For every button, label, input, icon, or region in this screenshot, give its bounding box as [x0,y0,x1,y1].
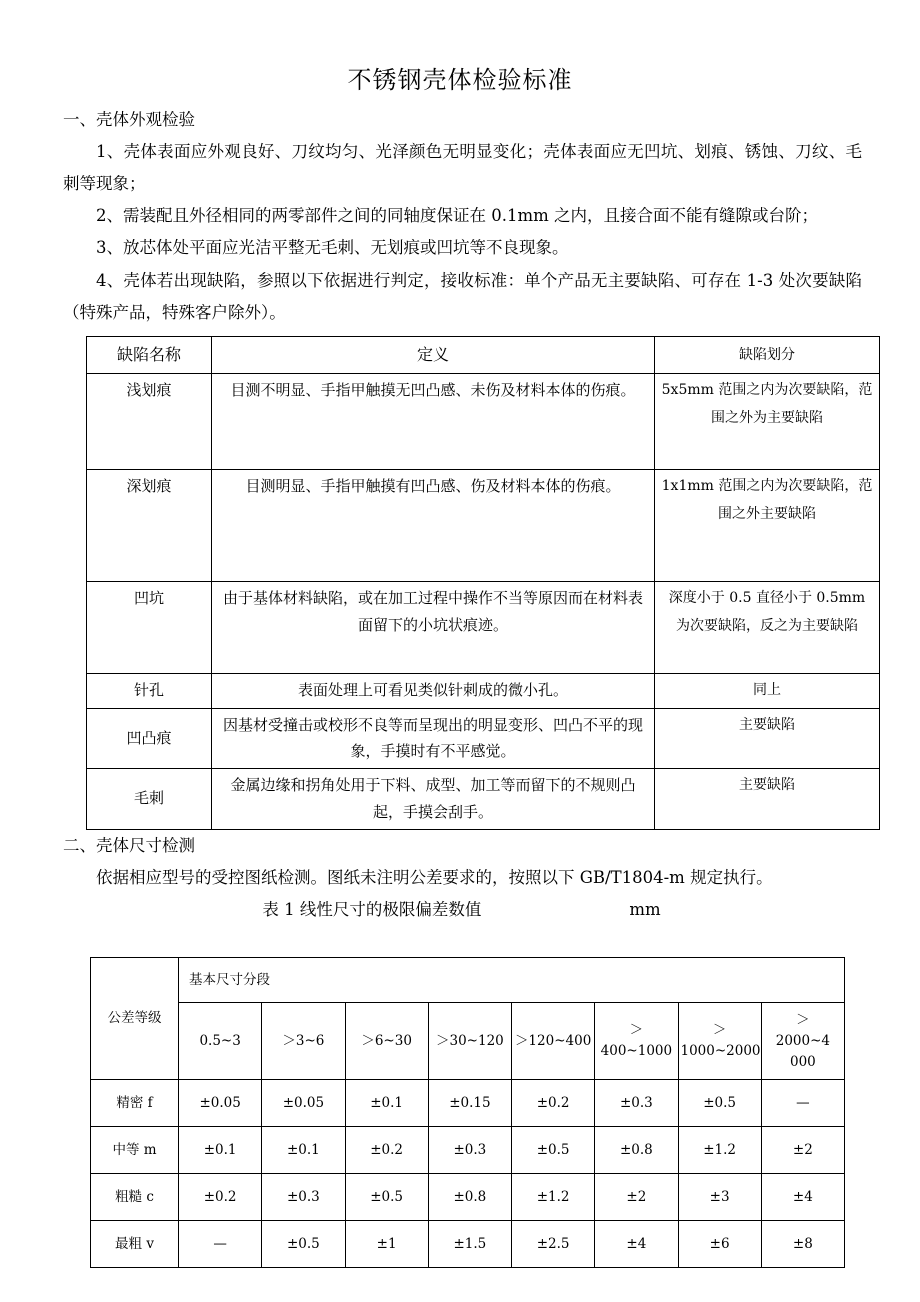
tolerance-grade-name: 粗糙 c [91,1174,179,1221]
table-row [91,1221,845,1268]
defect-table-header-row [87,337,880,374]
tolerance-value: ±1.2 [512,1174,595,1221]
tolerance-range-header: ＞3~6 [262,1003,345,1080]
defect-definition: 因基材受撞击或校形不良等而呈现出的明显变形、凹凸不平的现象，手摸时有不平感觉。 [212,708,655,768]
tolerance-value: ±0.2 [345,1127,428,1174]
tolerance-header-sub-row [91,1003,845,1080]
tolerance-value: ±3 [678,1174,761,1221]
tolerance-range-header: ＞120~400 [512,1003,595,1080]
tolerance-range-header: 0.5~3 [179,1003,262,1080]
tolerance-grade-name: 精密 f [91,1080,179,1127]
section-two-heading: 二、壳体尺寸检测 [63,835,195,855]
tolerance-range-header: ＞400~1000 [595,1003,678,1080]
defect-grade: 1x1mm 范围之内为次要缺陷，范围之外主要缺陷 [655,470,880,582]
tolerance-value: ±0.5 [512,1127,595,1174]
tolerance-value: ±0.5 [345,1174,428,1221]
tolerance-value: ±2 [595,1174,678,1221]
tolerance-value: ±0.3 [428,1127,511,1174]
tolerance-table [90,957,845,1268]
table-row [91,1174,845,1221]
tolerance-value: ±4 [595,1221,678,1268]
defect-table-header-definition: 定义 [212,337,655,374]
section-one-heading: 一、壳体外观检验 [63,109,195,129]
tolerance-range-header: ＞1000~2000 [678,1003,761,1080]
section-one-item-1: 1、壳体表面应外观良好、刀纹均匀、光泽颜色无明显变化；壳体表面应无凹坑、划痕、锈蚀、刀纹、毛刺等现象； [63,141,862,194]
defect-name: 凹凸痕 [87,708,212,768]
table-row [87,708,880,768]
table-row [91,1127,845,1174]
tolerance-value: — [761,1080,844,1127]
tolerance-value: ±0.2 [179,1174,262,1221]
tolerance-value: ±8 [761,1221,844,1268]
table-row [87,674,880,708]
defect-definition: 金属边缘和拐角处用于下料、成型、加工等而留下的不规则凸起，手摸会刮手。 [212,769,655,829]
tolerance-grade-name: 最粗 v [91,1221,179,1268]
tolerance-range-header: ＞6~30 [345,1003,428,1080]
page-title: 不锈钢壳体检验标准 [347,66,573,94]
tolerance-value: ±0.3 [262,1174,345,1221]
table-unit-label: mm [629,899,661,919]
section-one-item-4: 4、壳体若出现缺陷，参照以下依据进行判定，接收标准：单个产品无主要缺陷、可存在 1-3 处次要缺陷（特殊产品，特殊客户除外）。 [63,270,862,322]
tolerance-value: ±0.1 [345,1080,428,1127]
defect-table-header-grade: 缺陷划分 [655,337,880,374]
defect-table-header-name: 缺陷名称 [87,337,212,374]
tolerance-value: ±1 [345,1221,428,1268]
tolerance-range-line-3: 000 [789,1053,816,1070]
tolerance-value: — [179,1221,262,1268]
tolerance-value: ±0.5 [678,1080,761,1127]
defect-definition: 表面处理上可看见类似针刺成的微小孔。 [212,674,655,708]
table-caption: 表 1 线性尺寸的极限偏差数值 [262,899,482,919]
defect-name: 凹坑 [87,582,212,674]
table-row [87,582,880,674]
defect-definition: 目测不明显、手指甲触摸无凹凸感、未伤及材料本体的伤痕。 [212,374,655,470]
table-row [87,769,880,829]
tolerance-corner-label: 公差等级 [91,958,179,1080]
tolerance-value: ±1.2 [678,1127,761,1174]
defect-name: 浅划痕 [87,374,212,470]
tolerance-value: ±0.2 [512,1080,595,1127]
defect-name: 深划痕 [87,470,212,582]
tolerance-value: ±0.05 [179,1080,262,1127]
table-row [91,1080,845,1127]
defect-grade: 同上 [655,674,880,708]
tolerance-range-header: ＞30~120 [428,1003,511,1080]
tolerance-value: ±0.1 [179,1127,262,1174]
tolerance-value: ±6 [678,1221,761,1268]
tolerance-value: ±2 [761,1127,844,1174]
section-two-paragraph: 依据相应型号的受控图纸检测。图纸未注明公差要求的，按照以下 GB/T1804-m 规定执行。 [96,867,773,887]
tolerance-range-line-1: ＞ [796,1011,810,1028]
defect-grade: 5x5mm 范围之内为次要缺陷，范围之外为主要缺陷 [655,374,880,470]
defect-definition: 目测明显、手指甲触摸有凹凸感、伤及材料本体的伤痕。 [212,470,655,582]
defect-grade: 主要缺陷 [655,708,880,768]
defect-name: 针孔 [87,674,212,708]
tolerance-value: ±0.8 [595,1127,678,1174]
tolerance-grade-name: 中等 m [91,1127,179,1174]
table-caption-row [0,894,920,925]
tolerance-value: ±0.8 [428,1174,511,1221]
tolerance-range-header-last [761,1003,844,1080]
tolerance-value: ±0.15 [428,1080,511,1127]
defect-table [86,336,880,830]
tolerance-value: ±0.05 [262,1080,345,1127]
tolerance-table-container [0,957,920,1268]
tolerance-value: ±1.5 [428,1221,511,1268]
table-row [87,470,880,582]
tolerance-value: ±2.5 [512,1221,595,1268]
tolerance-value: ±4 [761,1174,844,1221]
section-one-item-2: 2、需装配且外径相同的两零部件之间的同轴度保证在 0.1mm 之内，且接合面不能有缝隙或台阶； [96,206,819,226]
tolerance-value: ±0.3 [595,1080,678,1127]
defect-name: 毛刺 [87,769,212,829]
tolerance-group-header: 基本尺寸分段 [179,958,845,1003]
tolerance-value: ±0.1 [262,1127,345,1174]
tolerance-header-group-row [91,958,845,1003]
tolerance-range-line-2: 2000~4 [775,1032,830,1049]
defect-definition: 由于基体材料缺陷，或在加工过程中操作不当等原因而在材料表面留下的小坑状痕迹。 [212,582,655,674]
defect-grade: 主要缺陷 [655,769,880,829]
defect-table-container [0,336,920,830]
section-one-item-3: 3、放芯体处平面应光洁平整无毛刺、无划痕或凹坑等不良现象。 [96,238,569,258]
tolerance-value: ±0.5 [262,1221,345,1268]
table-row [87,374,880,470]
defect-grade: 深度小于 0.5 直径小于 0.5mm 为次要缺陷，反之为主要缺陷 [655,582,880,674]
